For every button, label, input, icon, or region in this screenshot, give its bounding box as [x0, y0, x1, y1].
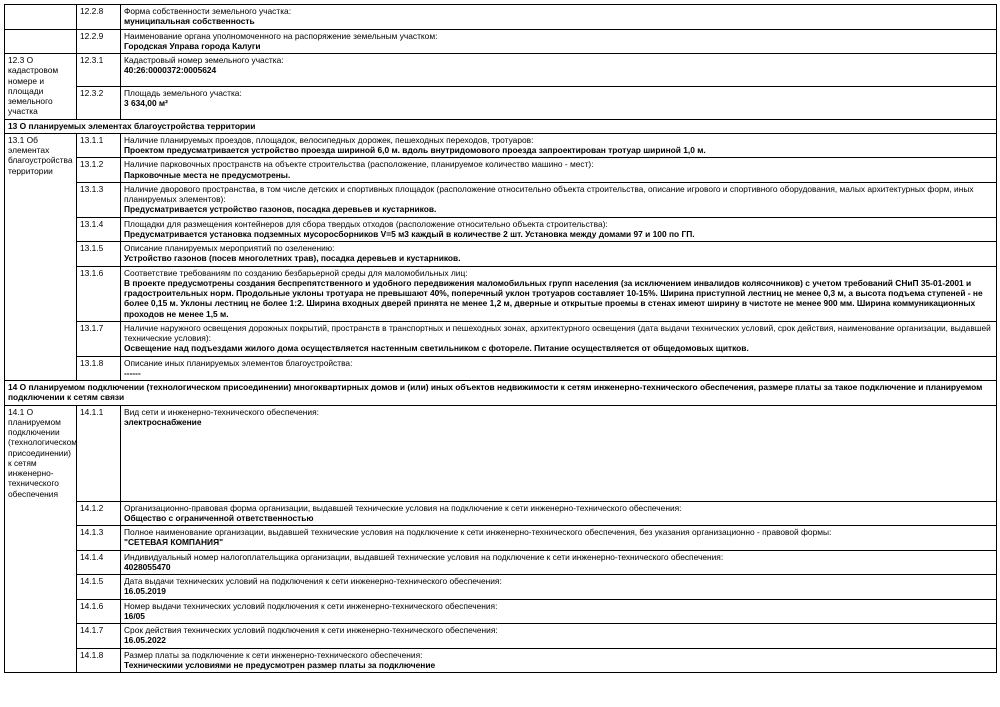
row-content — [121, 321, 997, 356]
row-value: Освещение над подъездами жилого дома осуществляется настенным светильником с фотореле. Питание осуществляется от общедомовых щитков. — [124, 343, 749, 354]
section-row — [5, 381, 997, 406]
table-row — [5, 242, 997, 267]
row-value: 3 634,00 м² — [124, 98, 168, 108]
table-row — [5, 624, 997, 649]
row-number: 14.1.6 — [77, 599, 121, 624]
table-row — [5, 158, 997, 183]
row-number: 13.1.6 — [77, 266, 121, 321]
row-number: 13.1.5 — [77, 242, 121, 267]
group-cell — [5, 29, 77, 54]
row-label: Срок действия технических условий подключения к сети инженерно-технического обеспечения: — [124, 625, 498, 635]
section-title: 13 О планируемых элементах благоустройства территории — [8, 120, 256, 131]
row-label: Организационно-правовая форма организации, выдавшей технические условия на подключение к сети инженерно-технического обеспечения: — [124, 502, 682, 513]
row-value: 4028055470 — [124, 561, 171, 572]
row-label: Размер платы за подключение к сети инженерно-технического обеспечения: — [124, 649, 423, 660]
group-cell: 13.1 Об элементах благоустройства территории — [5, 133, 77, 380]
row-number: 14.1.5 — [77, 575, 121, 600]
group-cell: 12.3 О кадастровом номере и площади земельного участка — [5, 54, 77, 120]
table-row — [5, 526, 997, 551]
row-content — [121, 550, 997, 575]
row-label: Наличие дворового пространства, в том числе детских и спортивных площадок (расположение относительно объекта строительства, описание игрового и спортивного оборудования, малых архитектурных форм, иных планируемых элементов): — [124, 183, 974, 204]
row-number: 13.1.7 — [77, 321, 121, 356]
row-number: 12.3.2 — [77, 86, 121, 119]
table-row — [5, 133, 997, 158]
row-label: Соответствие требованиям по созданию безбарьерной среды для маломобильных лиц: — [124, 267, 468, 278]
row-value: 16.05.2019 — [124, 586, 166, 597]
row-label: Площадь земельного участка: — [124, 87, 242, 98]
row-content — [121, 356, 997, 381]
declaration-table — [4, 4, 997, 673]
row-label: Кадастровый номер земельного участка: — [124, 55, 284, 65]
row-content — [121, 599, 997, 624]
row-label: Наличие наружного освещения дорожных покрытий, пространств в транспортных и пешеходных зонах, архитектурного освещения (дата выдачи технических условий, срок действия, наименование организации, выдавшей технические условия): — [124, 322, 991, 343]
row-value: Устройство газонов (посев многолетних трав), посадка деревьев и кустарников. — [124, 253, 461, 264]
row-content — [121, 526, 997, 551]
row-value: В проекте предусмотрены создания беспрепятственного и удобного передвижения маломобильных групп населения (за исключением инвалидов колясочников) с учетом требований СНиП 35-01-2001 и градостроительных норм. Продольные уклоны тротуара не превышают 40%, поперечный уклон тротуаров составляет 10-15%. Ширина приступной лестниц не менее 0,3 м, а высота подъема ступеней - не более 0,15 м. Уклоны лестниц не более 1:2. Ширина входных дверей принята не менее 1,2 м, дверные и открытые проемы в стенах имеют ширину в чистоте не менее 900 мм. Ширина коммуникационных проходов не менее 1,5 м. — [124, 277, 983, 319]
row-value: Предусматривается установка подземных мусоросборников V=5 м3 каждый в количестве 2 шт. Установка между домами 97 и 100 по ГП. — [124, 228, 695, 239]
row-content — [121, 242, 997, 267]
row-content — [121, 5, 997, 30]
row-content — [121, 182, 997, 217]
group-cell: 14.1 О планируемом подключении (технологическом присоединении) к сетям инженерно-технического обеспечения — [5, 405, 77, 673]
table-row — [5, 5, 997, 30]
row-value: Городская Управа города Калуги — [124, 40, 261, 51]
row-content — [121, 86, 997, 119]
table-row — [5, 54, 997, 87]
row-content — [121, 501, 997, 526]
row-content — [121, 575, 997, 600]
row-label: Наличие планируемых проездов, площадок, велосипедных дорожек, пешеходных переходов, тротуаров: — [124, 134, 534, 145]
row-number: 14.1.3 — [77, 526, 121, 551]
row-value: Парковочные места не предусмотрены. — [124, 169, 291, 180]
row-label: Вид сети и инженерно-технического обеспечения: — [124, 406, 319, 417]
row-label: Индивидуальный номер налогоплательщика организации, выдавшей технические условия на подключение к сети инженерно-технического обеспечения: — [124, 551, 724, 562]
table-row — [5, 266, 997, 321]
table-row — [5, 86, 997, 119]
row-label: Дата выдачи технических условий на подключения к сети инженерно-технического обеспечения: — [124, 576, 502, 586]
row-content — [121, 158, 997, 183]
row-label: Описание иных планируемых элементов благоустройства: — [124, 357, 353, 368]
row-value: ------ — [124, 367, 141, 378]
row-content — [121, 648, 997, 673]
row-content — [121, 133, 997, 158]
row-value: электроснабжение — [124, 416, 202, 427]
row-value: Общество с ограниченной ответственностью — [124, 512, 314, 523]
row-content — [121, 624, 997, 649]
row-number: 12.3.1 — [77, 54, 121, 87]
row-value: Предусматривается устройство газонов, посадка деревьев и кустарников. — [124, 204, 437, 215]
table-row — [5, 321, 997, 356]
row-number: 14.1.2 — [77, 501, 121, 526]
row-value: Проектом предусматривается устройство проезда шириной 6,0 м. вдоль внутридомового проезда запроектирован тротуар шириной 1,0 м. — [124, 145, 706, 155]
section-row — [5, 119, 997, 133]
table-row — [5, 356, 997, 381]
row-number: 13.1.2 — [77, 158, 121, 183]
row-number: 12.2.9 — [77, 29, 121, 54]
table-row — [5, 599, 997, 624]
row-value: 16/05 — [124, 610, 145, 621]
section-header — [5, 119, 997, 133]
row-content — [121, 29, 997, 54]
row-number: 14.1.1 — [77, 405, 121, 501]
row-number: 13.1.8 — [77, 356, 121, 381]
row-value: 40:26:0000372:0005624 — [124, 65, 217, 76]
row-label: Площадки для размещения контейнеров для сбора твердых отходов (расположение относительно объекта строительства): — [124, 218, 608, 229]
section-title: 14 О планируемом подключении (технологическом присоединении) многоквартирных домов и (или) иных объектов недвижимости к сетям инженерно-технического обеспечения, размере платы за такое подключение и планируемом подключении к сетям связи — [8, 382, 983, 403]
row-label: Наличие парковочных пространств на объекте строительства (расположение, планируемое количество машино - мест): — [124, 159, 594, 170]
table-row — [5, 648, 997, 673]
row-label: Наименование органа уполномоченного на распоряжение земельным участком: — [124, 30, 438, 41]
row-number: 12.2.8 — [77, 5, 121, 30]
row-number: 13.1.1 — [77, 133, 121, 158]
table-row — [5, 575, 997, 600]
table-row — [5, 182, 997, 217]
row-content — [121, 266, 997, 321]
section-header — [5, 381, 997, 406]
row-number: 13.1.3 — [77, 182, 121, 217]
row-content — [121, 54, 997, 87]
row-label: Полное наименование организации, выдавшей технические условия на подключение к сети инженерно-технического обеспечения, без указания организационно - правовой формы: — [124, 527, 832, 537]
row-number: 14.1.7 — [77, 624, 121, 649]
table-row — [5, 501, 997, 526]
row-value: "СЕТЕВАЯ КОМПАНИЯ" — [124, 537, 224, 548]
row-label: Форма собственности земельного участка: — [124, 6, 292, 16]
row-label: Описание планируемых мероприятий по озеленению: — [124, 243, 335, 253]
row-value: 16.05.2022 — [124, 635, 166, 646]
row-value: муниципальная собственность — [124, 16, 255, 27]
table-row — [5, 217, 997, 242]
row-number: 14.1.8 — [77, 648, 121, 673]
row-label: Номер выдачи технических условий подключения к сети инженерно-технического обеспечения: — [124, 600, 498, 611]
row-content — [121, 405, 997, 501]
table-row — [5, 29, 997, 54]
row-number: 14.1.4 — [77, 550, 121, 575]
row-value: Техническими условиями не предусмотрен размер платы за подключение — [124, 659, 436, 670]
row-content — [121, 217, 997, 242]
table-row — [5, 550, 997, 575]
group-cell — [5, 5, 77, 30]
row-number: 13.1.4 — [77, 217, 121, 242]
table-row — [5, 405, 997, 501]
